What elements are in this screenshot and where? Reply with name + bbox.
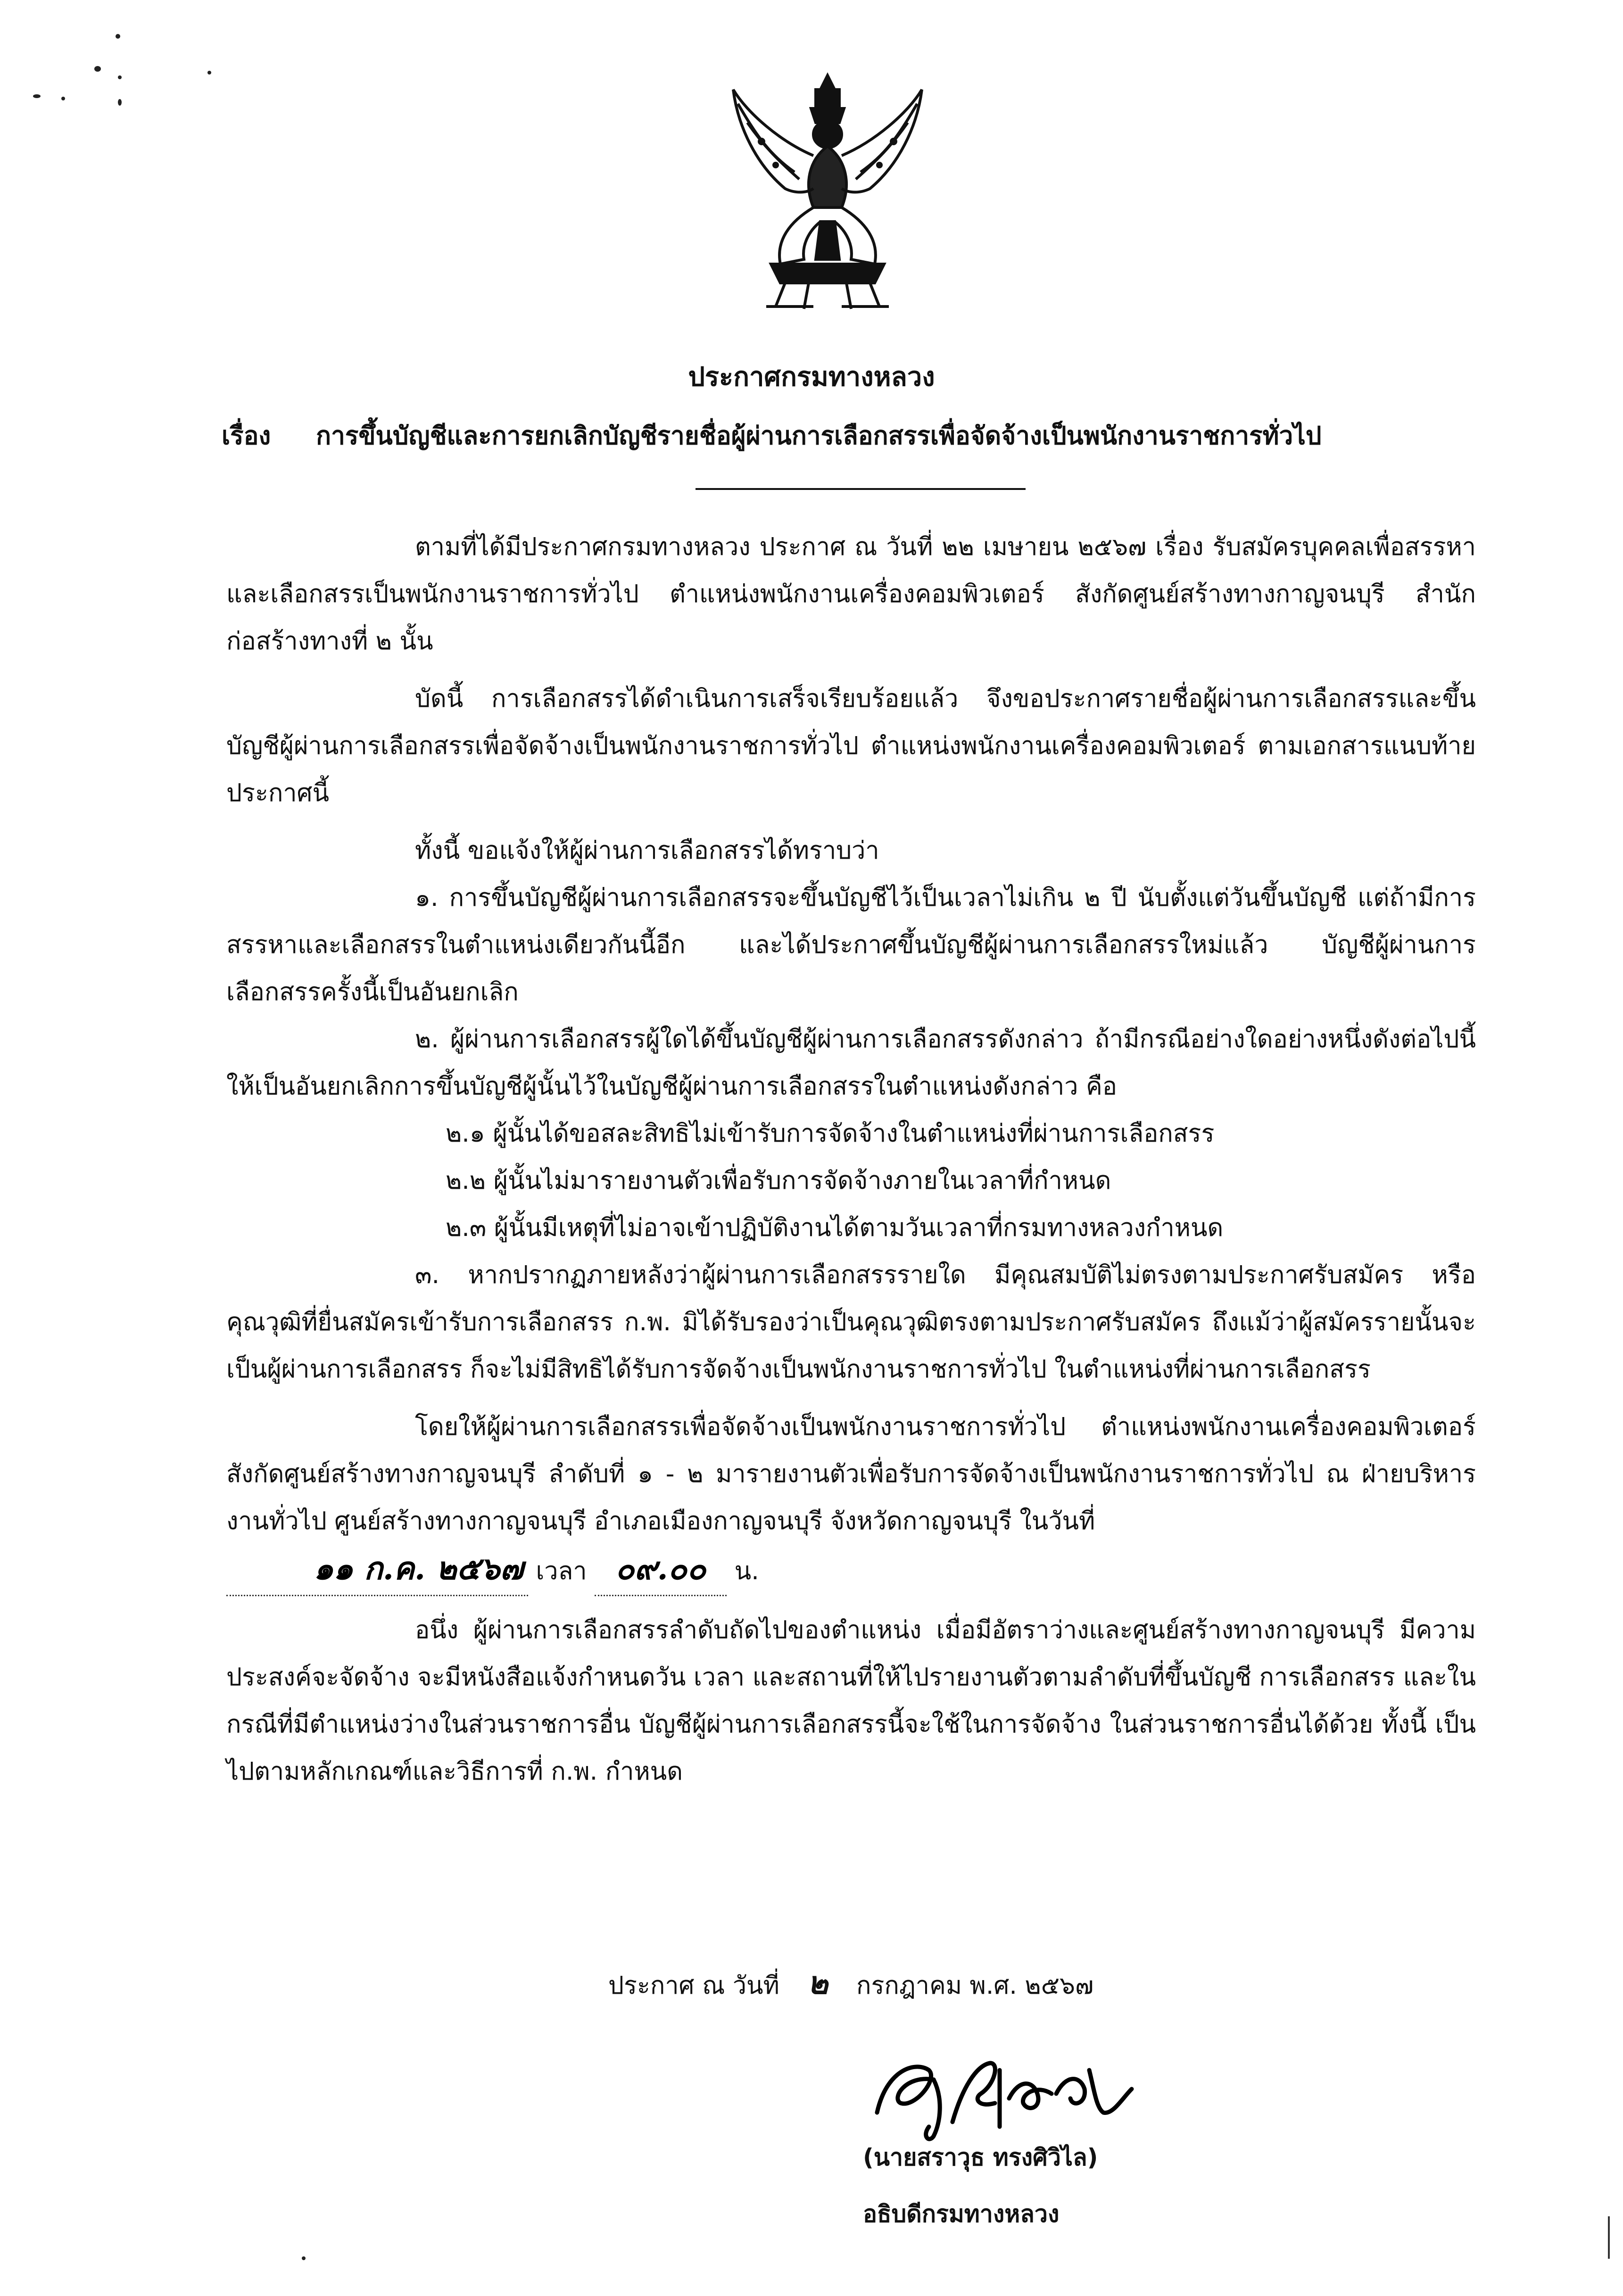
scan-speck bbox=[118, 75, 122, 79]
sub-condition-2-3: ๒.๓ ผู้นั้นมีเหตุที่ไม่อาจเข้าปฏิบัติงานได้ตามวันเวลาที่กรมทางหลวงกำหนด bbox=[446, 1214, 1224, 1242]
paragraph-reference: ตามที่ได้มีประกาศกรมทางหลวง ประกาศ ณ วันที่ ๒๒ เมษายน ๒๕๖๗ เรื่อง รับสมัครบุคคลเพื่อสรรหาและเลือกสรรเป็นพนักงานราชการทั่วไป ตำแหน่งพนักงานเครื่องคอมพิวเตอร์ สังกัดศูนย์สร้างทางกาญจนบุรี สำนักก่อสร้างทางที่ ๒ นั้น bbox=[226, 533, 1476, 655]
subject-line bbox=[222, 415, 1495, 457]
paragraph-announcement: บัดนี้ การเลือกสรรได้ดำเนินการเสร็จเรียบร้อยแล้ว จึงขอประกาศรายชื่อผู้ผ่านการเลือกสรรและขึ้นบัญชีผู้ผ่านการเลือกสรรเพื่อจัดจ้างเป็นพนักงานราชการทั่วไป ตำแหน่งพนักงานเครื่องคอมพิวเตอร์ ตามเอกสารแนบท้ายประกาศนี้ bbox=[226, 685, 1476, 807]
scan-speck bbox=[302, 2256, 306, 2260]
announcement-date bbox=[608, 1959, 1093, 2009]
time-label: เวลา bbox=[536, 1557, 587, 1585]
report-date-line bbox=[226, 1545, 1476, 1596]
garuda-emblem-icon bbox=[719, 71, 936, 316]
subject-label: เรื่อง bbox=[222, 422, 271, 450]
sub-condition-2-2: ๒.๒ ผู้นั้นไม่มารายงานตัวเพื่อรับการจัดจ้างภายในเวลาที่กำหนด bbox=[446, 1167, 1111, 1195]
scan-speck bbox=[61, 97, 65, 100]
subject-text: การขึ้นบัญชีและการยกเลิกบัญชีรายชื่อผู้ผ่านการเลือกสรรเพื่อจัดจ้างเป็นพนักงานราชการทั่วไป bbox=[316, 422, 1322, 450]
scan-edge-mark bbox=[1608, 2216, 1610, 2259]
report-time-field bbox=[595, 1545, 727, 1596]
report-date: ๑๑ ก.ค. ๒๕๖๗ bbox=[314, 1550, 523, 1587]
document-body bbox=[226, 523, 1476, 1806]
paragraph-condition-2: ๒. ผู้ผ่านการเลือกสรรผู้ใดได้ขึ้นบัญชีผู้ผ่านการเลือกสรรดังกล่าว ถ้ามีกรณีอย่างใดอย่างหนึ่งดังต่อไปนี้ ให้เป็นอันยกเลิกการขึ้นบัญชีผู้นั้นไว้ในบัญชีผู้ผ่านการเลือกสรรในตำแหน่งดังกล่าว คือ bbox=[226, 1025, 1476, 1101]
paragraph-notice-intro: ทั้งนี้ ขอแจ้งให้ผู้ผ่านการเลือกสรรได้ทราบว่า bbox=[415, 837, 879, 865]
paragraph-further-notice: อนึ่ง ผู้ผ่านการเลือกสรรลำดับถัดไปของตำแหน่ง เมื่อมีอัตราว่างและศูนย์สร้างทางกาญจนบุรี มีความประสงค์จะจัดจ้าง จะมีหนังสือแจ้งกำหนดวัน เวลา และสถานที่ให้ไปรายงานตัวตามลำดับที่ขึ้นบัญชี การเลือกสรร และในกรณีที่มีตำแหน่งว่างในส่วนราชการอื่น บัญชีผู้ผ่านการเลือกสรรนี้จะใช้ในการจัดจ้าง ในส่วนราชการอื่นได้ด้วย ทั้งนี้ เป็นไปตามหลักเกณฑ์และวิธีการที่ ก.พ. กำหนด bbox=[226, 1616, 1476, 1786]
scan-speck bbox=[94, 66, 101, 72]
announce-day: ๒ bbox=[807, 1964, 828, 2001]
paragraph-condition-3: ๓. หากปรากฏภายหลังว่าผู้ผ่านการเลือกสรรรายใด มีคุณสมบัติไม่ตรงตามประกาศรับสมัคร หรือคุณวุฒิที่ยื่นสมัครเข้ารับการเลือกสรร ก.พ. มิได้รับรองว่าเป็นคุณวุฒิตรงตามประกาศรับสมัคร ถึงแม้ว่าผู้สมัครรายนั้นจะเป็นผู้ผ่านการเลือกสรร ก็จะไม่มีสิทธิได้รับการจัดจ้างเป็นพนักงานราชการทั่วไป ในตำแหน่งที่ผ่านการเลือกสรร bbox=[226, 1261, 1476, 1384]
scan-speck bbox=[33, 94, 41, 98]
scan-speck bbox=[207, 71, 211, 75]
scan-speck bbox=[118, 99, 122, 106]
sub-condition-2-1: ๒.๑ ผู้นั้นได้ขอสละสิทธิไม่เข้ารับการจัดจ้างในตำแหน่งที่ผ่านการเลือกสรร bbox=[446, 1119, 1215, 1148]
document-title: ประกาศกรมทางหลวง bbox=[688, 362, 935, 392]
paragraph-report-instructions: โดยให้ผู้ผ่านการเลือกสรรเพื่อจัดจ้างเป็นพนักงานราชการทั่วไป ตำแหน่งพนักงานเครื่องคอมพิวเตอร์ สังกัดศูนย์สร้างทางกาญจนบุรี ลำดับที่ ๑ - ๒ มารายงานตัวเพื่อรับการจัดจ้างเป็นพนักงานราชการทั่วไป ณ ฝ่ายบริหารงานทั่วไป ศูนย์สร้างทางกาญจนบุรี อำเภอเมืองกาญจนบุรี จังหวัดกาญจนบุรี ในวันที่ bbox=[226, 1413, 1476, 1535]
announce-month-year: กรกฎาคม พ.ศ. ๒๕๖๗ bbox=[856, 1972, 1094, 2000]
paragraph-condition-1: ๑. การขึ้นบัญชีผู้ผ่านการเลือกสรรจะขึ้นบัญชีไว้เป็นเวลาไม่เกิน ๒ ปี นับตั้งแต่วันขึ้นบัญชี แต่ถ้ามีการสรรหาและเลือกสรรในตำแหน่งเดียวกันนี้อีก และได้ประกาศขึ้นบัญชีผู้ผ่านการเลือกสรรใหม่แล้ว บัญชีผู้ผ่านการเลือกสรรครั้งนี้เป็นอันยกเลิก bbox=[226, 884, 1476, 1006]
report-date-field bbox=[226, 1545, 528, 1596]
announce-prefix: ประกาศ ณ วันที่ bbox=[608, 1972, 779, 2000]
title-divider bbox=[696, 488, 1026, 490]
scan-speck bbox=[116, 34, 120, 39]
signer-title: อธิบดีกรมทางหลวง bbox=[863, 2200, 1060, 2228]
time-unit: น. bbox=[734, 1557, 759, 1585]
report-time: ๐๙.๐๐ bbox=[615, 1550, 706, 1587]
signer-name: (นายสราวุธ ทรงศิวิไล) bbox=[863, 2144, 1098, 2171]
